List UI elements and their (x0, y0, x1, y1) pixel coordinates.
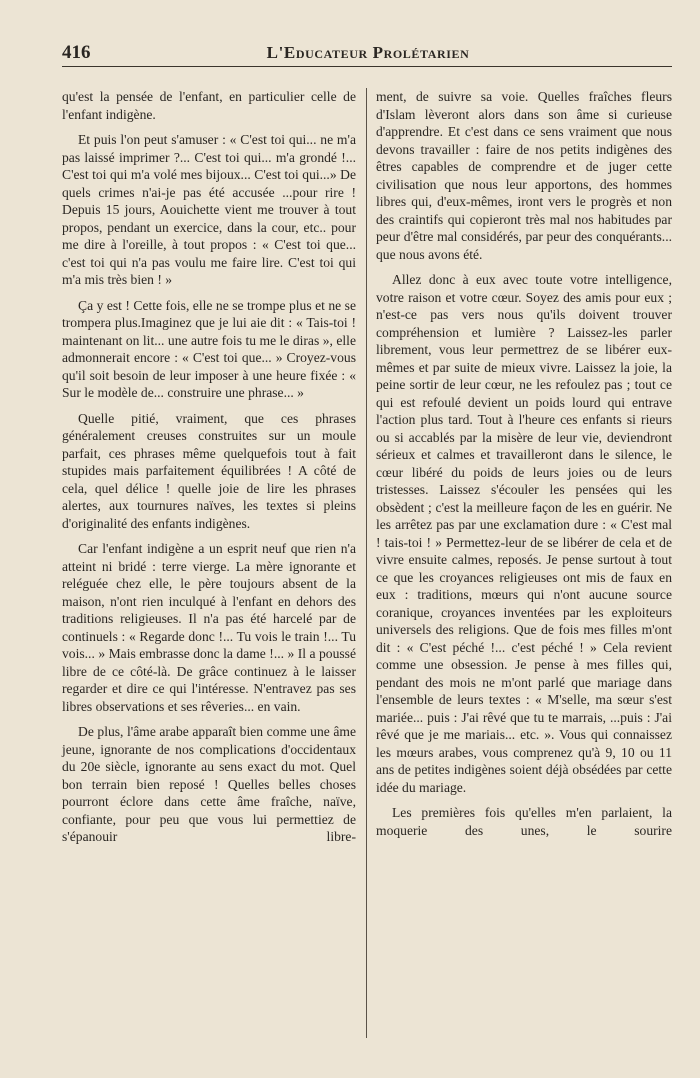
page-header (62, 40, 674, 68)
paragraph: Car l'enfant indigène a un esprit neuf que rien n'a atteint ni bridé : terre vierge. La mère ignorante et reléguée chez elle, le père toujours absent de la maison, n'ont rien inculqué à l'enfant en dehors des traditions religieuses. Il n'a pas été harcelé par de continuels : « Regarde donc !... Tu vois le train !... Tu vois... » Mais embrasse donc la dame !... » Il a poussé libre de ce côté-là. De grâce continuez à le laisser regarder et dire ce qui l'intéresse. N'entravez pas ses libres observations et ses rêveries... en vain. (62, 541, 356, 714)
paragraph: Quelle pitié, vraiment, que ces phrases généralement creuses construites sur un moule parfait, ces phrases même quelquefois tout à fait stupides mais parfaitement équilibrées ! A côté de cela, quel délice ! quelle joie de lire les phrases alertes, aux tournures naïves, les textes si pleins d'originalité des enfants indigènes. (62, 410, 356, 531)
paragraph: ment, de suivre sa voie. Quelles fraîches fleurs d'Islam lèveront alors dans son âme si curieuse d'apprendre. Et c'est dans ce sens vraiment que nous devons travailler : faire de nos petits indigènes des êtres capables de comprendre et de juger cette civilisation que nous leur apportons, des hommes libres qui, d'eux-mêmes, iront vers le progrès et non des craintifs qui copieront très mal nos habitudes par peur d'être mal considérés, par peur des conquérants... que nous avons été. (376, 89, 672, 262)
paragraph: Et puis l'on peut s'amuser : « C'est toi qui... ne m'a pas laissé imprimer ?... C'est toi qui... m'a grondé !... C'est toi qui m'a volé mes bijoux... C'est toi qui...» De quels crimes n'ai-je pas été accusée ...pour rire ! Depuis 15 jours, Aouichette vient me trouver à tout propos, pendant un exercice, dans la cour, etc.. pour me dire à l'oreille, à tout propos : « C'est toi que... c'est toi qui n'a pas voulu me faire lire. C'est toi qui m'a mis très bien ! » (62, 132, 356, 287)
paragraph: Les premières fois qu'elles m'en parlaient, la moquerie des unes, le sourire (376, 805, 672, 838)
page-number: 416 (62, 42, 91, 63)
paragraph: De plus, l'âme arabe apparaît bien comme une âme jeune, ignorante de nos complications d'occidentaux du 20e siècle, ignorante au sens exact du mot. Quel bon terrain bien reposé ! Quelles belles choses pourront éclore dans cette âme fraîche, naïve, confiante, pour peu que vous lui permettiez de s'épanouir libre- (62, 724, 356, 844)
paragraph: Allez donc à eux avec toute votre intelligence, votre raison et votre cœur. Soyez des amis pour eux ; n'est-ce pas vers nous qu'ils doivent trouver compréhension et lumière ? Laissez-les parler librement, vous leur permettrez de se libérer eux-mêmes et par suite de mieux vivre. Laissez la joie, la peine sortir de leur cœur, ne les refoulez pas ; tout ce qui est refoulé devient un poids lourd qui entrave l'action plus tard. Tout à l'heure ces enfants si rieurs ou si accablés par la misère de leur vie, deviendront sérieux et calmes et travailleront dans le silence, le cœur libéré du poids de leurs joies ou de leurs tristesses. Laissez s'écouler les pensées qui les obsèdent ; c'est la meilleure façon de les en guérir. Ne les arrêtez pas par une exclamation dure : « C'est mal ! tais-toi ! » Permettez-leur de se libérer de cela et de vivre ensuite calmes, reposés. Je pense surtout à tout ce que les croyances religieuses ont mis de faux en eux : traditions, mœurs qui n'ont aucune source coranique, croyances inventées par les exploiteurs universels des religions. Que de fois mes filles m'ont dit : « C'est péché !... c'est péché ! » Cela revient comme une obsession. Je pense à mes filles qui, pendant des mois ne m'ont parlé que mariage dans l'ensemble de leurs textes : « M'selle, ma sœur s'est mariée... puis : J'ai rêvé que tu te marrais, ...puis : J'ai rêvé que je me mariais... etc. ». Vous qui connaissez les mœurs arabes, vous comprenez qu'à 9, 10 ou 11 ans de petites indigènes soient déjà obsédées par cette idée du mariage. (376, 272, 672, 795)
left-column (62, 88, 356, 854)
paragraph: Ça y est ! Cette fois, elle ne se trompe plus et ne se trompera plus.Imaginez que je lui aie dit : « Tais-toi ! maintenant on lit... une autre fois tu me le diras », elle admonnerait encore : « C'est toi que... » Croyez-vous qu'il soit besoin de leur imposer à une heure fixée : « Sur le modèle de... construire une phrase... » (62, 297, 356, 400)
paragraph: qu'est la pensée de l'enfant, en particulier celle de l'enfant indigène. (62, 89, 356, 122)
column-divider (366, 88, 367, 1038)
header-rule (62, 66, 672, 67)
right-column (376, 88, 672, 847)
running-title: L'Educateur Prolétarien (266, 43, 470, 62)
